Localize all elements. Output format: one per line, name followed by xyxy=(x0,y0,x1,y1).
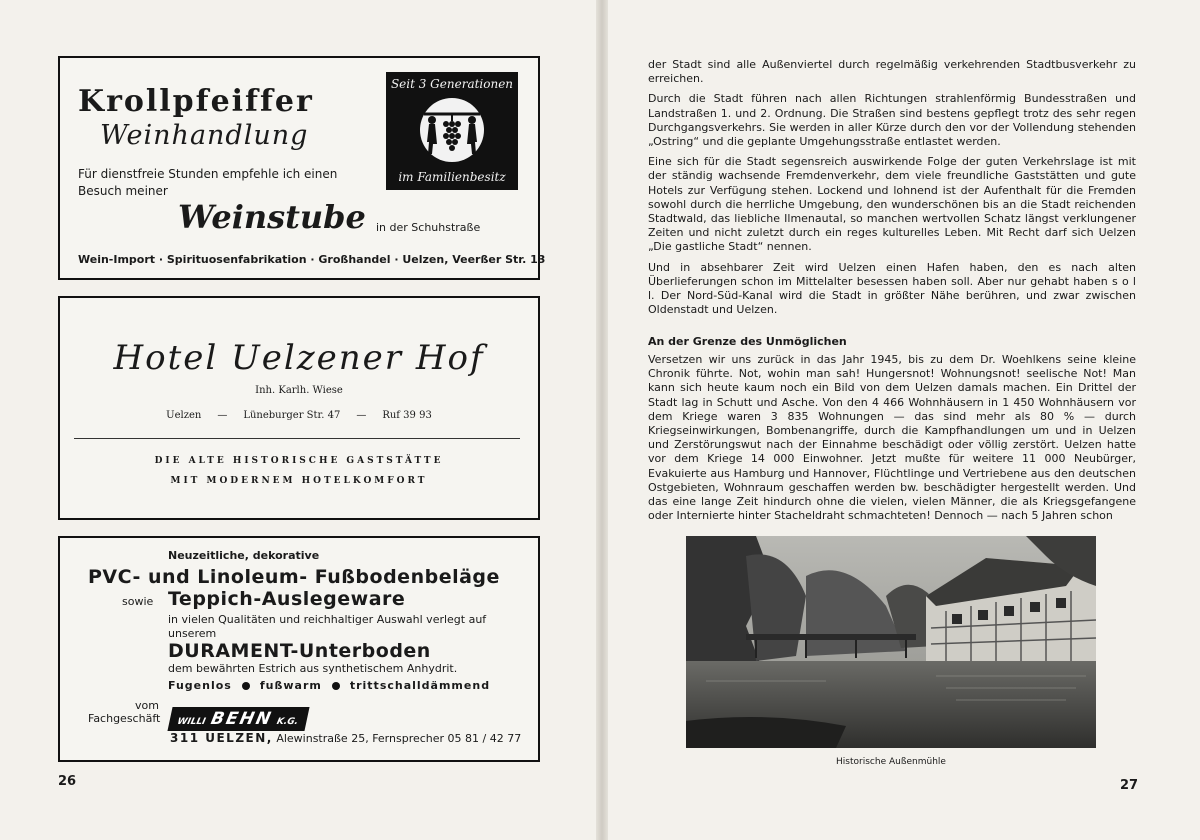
seal-top-text: Seit 3 Generationen xyxy=(390,77,514,91)
ad-hotel-street: Lüneburger Str. 47 xyxy=(243,410,341,421)
ad-behn xyxy=(58,536,540,762)
ad-behn-fachgeschaeft: Fachgeschäft xyxy=(88,712,161,725)
ad-behn-headline2: Teppich-Auslegeware xyxy=(168,588,406,610)
section-heading: An der Grenze des Unmöglichen xyxy=(648,335,847,348)
ad-hotel-owner: Inh. Karlh. Wiese xyxy=(255,385,343,396)
paragraph: Eine sich für die Stadt segensreich auswirkende Folge der guten Verkehrslage ist mit der ständig wachsende Fremdenverkehr, dem viele freundliche Gaststätten und gute Hotels zur Verfügung stehen. Lockend und lohnend ist der Aufenthalt für die Fremden sowohl durch die herrliche Umgebung, den wunderschönen bis an die Stadt reichenden Stadtwald, das liebliche Ilmenautal, so manchen wertvollen Schatz längst verklungener Zeiten und nicht zuletzt durch ein reges kulturelles Leben. Mit Recht darf sich Uelzen „Die gastliche Stadt“ nennen. xyxy=(648,155,1136,254)
behn-logo-main: BEHN xyxy=(209,709,275,729)
ad-hotel-dash-1: — xyxy=(217,410,228,421)
ad-krollpfeiffer xyxy=(58,56,546,280)
book-gutter xyxy=(596,0,608,840)
ad-behn-features xyxy=(168,679,490,692)
ad-hotel-dash-2: — xyxy=(356,410,367,421)
ad-hotel-line1: DIE ALTE HISTORISCHE GASTSTÄTTE xyxy=(154,456,444,466)
paragraph: der Stadt sind alle Außenviertel durch regelmäßig verkehrenden Stadtbusverkehr zu erreichen. xyxy=(648,58,1136,86)
feature-fugenlos: Fugenlos xyxy=(168,679,232,692)
mill-photo xyxy=(686,536,1096,748)
ad-krollpfeiffer-name: Krollpfeiffer xyxy=(78,84,314,119)
ad-behn-vom: vom xyxy=(135,699,159,712)
ad-behn-sowie: sowie xyxy=(122,595,154,608)
paragraph: Und in absehbarer Zeit wird Uelzen einen Hafen haben, den es nach alten Überlieferungen schon im Mittelalter besessen haben soll. Aber nur gehabt haben s o l l. Der Nord-Süd-Kanal wird die Stadt in größter Nähe berühren, und zwar zwischen Oldenstadt und Uelzen. xyxy=(648,260,1136,317)
mill-photo-image xyxy=(686,536,1096,748)
paragraph: Versetzen wir uns zurück in das Jahr 1945, bis zu dem Dr. Woehlkens seine kleine Chronik führte. Not, wohin man sah! Hungersnot! Wohnungsnot! seelische Not! Man kann sich heute kaum noch ein Bild von dem Uelzen damals machen. Ein Drittel der Stadt lag in Schutt und Asche. Von den 4 466 Wohnhäusern in 1 450 Wohnhäusern vor dem Kriege waren 3 835 Wohnungen — das sind mehr als 80 % — durch Kriegseinwirkungen, Bombenangriffe, durch die Kampfhandlungen um und in Uelzen und Zerstörungswut nach der Einnahme beschädigt oder völlig zerstört. Uelzen hatte vor dem Kriege 14 000 Einwohner. Jetzt mußte für weitere 11 000 Neubürger, Evakuierte aus Hamburg und Hannover, Flüchtlinge und Vertriebene aus den deutschen Ostgebieten, Wohnraum geschaffen werden bw. beschädigter hergestellt werden. Und das eine lange Zeit hindurch ohne die vielen, vielen Männer, die als Kriegsgefangene oder Internierte hinter Stacheldraht schmachteten! Dennoch — nach 5 Jahren schon xyxy=(648,353,1136,523)
ad-hotel-divider xyxy=(74,438,520,439)
ad-behn-headline3: DURAMENT-Unterboden xyxy=(168,640,431,662)
wine-carriers-icon xyxy=(416,96,488,164)
ad-behn-address xyxy=(170,731,521,745)
bullet-icon xyxy=(242,682,250,690)
ad-hotel-name: Hotel Uelzener Hof xyxy=(113,338,485,378)
text-block-top xyxy=(648,58,1136,323)
feature-fusswarm: fußwarm xyxy=(259,679,322,692)
ad-behn-estrich: dem bewährten Estrich aus synthetischem Anhydrit. xyxy=(168,662,458,675)
ad-hotel-address xyxy=(60,410,538,421)
seal-bottom-text: im Familienbesitz xyxy=(398,170,506,184)
ad-krollpfeiffer-subtitle: Weinhandlung xyxy=(100,120,309,151)
behn-logo-pre: WILLI xyxy=(176,717,207,727)
ad-weinstube-location: in der Schuhstraße xyxy=(376,221,481,234)
ad-hotel-phone: Ruf 39 93 xyxy=(382,410,432,421)
behn-logo-post: K.G. xyxy=(275,717,300,727)
ad-hotel-line2: MIT MODERNEM HOTELKOMFORT xyxy=(170,476,428,486)
ad-hotel xyxy=(58,296,540,520)
ad-behn-quality: in vielen Qualitäten und reichhaltiger Auswahl verlegt auf unserem xyxy=(168,613,487,640)
behn-logo xyxy=(167,707,309,731)
paragraph: Durch die Stadt führen nach allen Richtungen strahlenförmig Bundesstraßen und Landstraßen 1. und 2. Ordnung. Die Straßen sind bestens gepflegt trotz des sehr regen Durchgangsverkehrs. Sie werden in aller Kürze durch den vor der Vollendung stehenden „Ostring“ und die geplante Umgehungsstraße entlastet werden. xyxy=(648,92,1136,149)
text-block-section xyxy=(648,353,1136,529)
ad-behn-intro: Neuzeitliche, dekorative xyxy=(168,549,320,562)
photo-caption: Historische Außenmühle xyxy=(836,757,946,767)
ad-krollpfeiffer-footer: Wein-Import · Spirituosenfabrikation · Großhandel · Uelzen, Veerßer Str. 13 xyxy=(78,253,546,266)
ad-behn-headline1: PVC- und Linoleum- Fußbodenbeläge xyxy=(88,566,500,588)
bullet-icon xyxy=(332,682,340,690)
ad-hotel-city: Uelzen xyxy=(166,410,202,421)
page-number-left: 26 xyxy=(58,774,77,789)
ad-weinstube-title: Weinstube xyxy=(178,198,366,236)
ad-behn-address-rest: Alewinstraße 25, Fernsprecher 05 81 / 42 77 xyxy=(276,732,522,745)
feature-trittschall: trittschalldämmend xyxy=(349,679,491,692)
page-number-right: 27 xyxy=(1120,778,1139,793)
ad-behn-address-city: 311 UELZEN, xyxy=(170,731,273,745)
family-seal xyxy=(386,72,518,190)
ad-krollpfeiffer-recommendation: Für dienstfreie Stunden empfehle ich einen Besuch meiner xyxy=(78,167,338,198)
